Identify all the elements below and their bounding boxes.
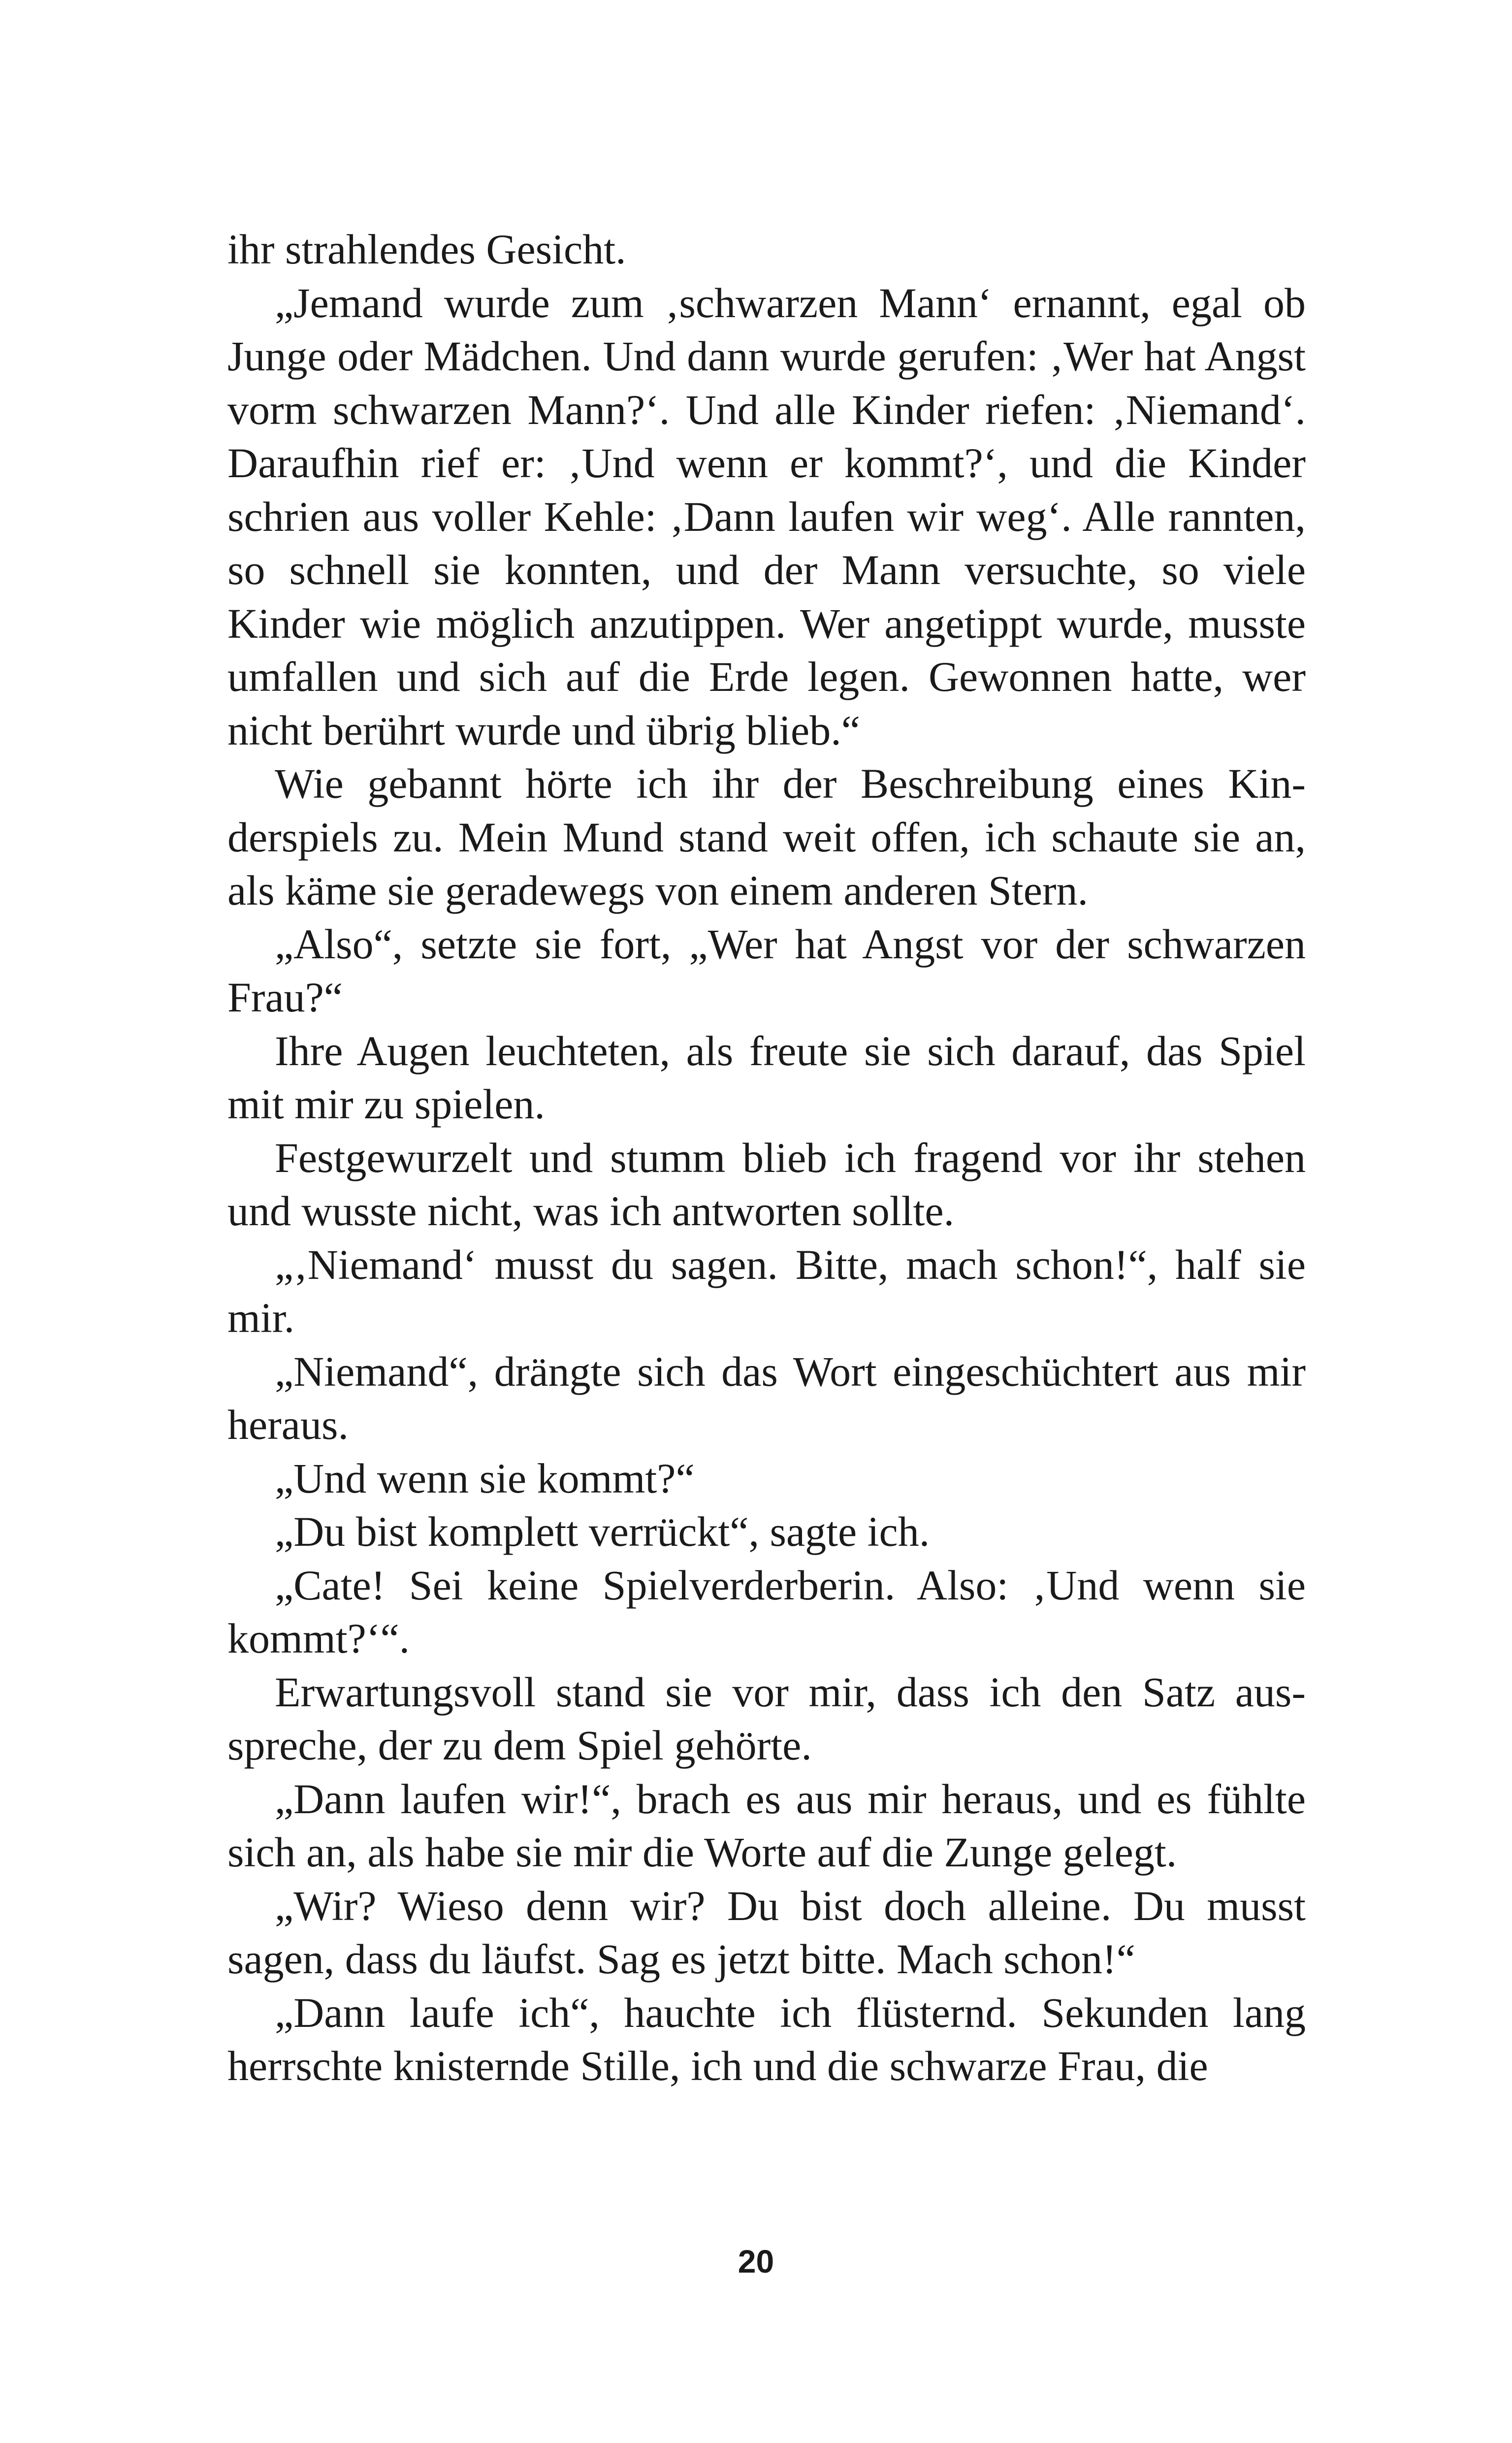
paragraph: Ihre Augen leuchteten, als freute sie sich darauf, das Spiel mit mir zu spielen. [227,1027,1306,1128]
paragraph: „Dann laufen wir!“, brach es aus mir heraus, und es fühlte sich an, als habe sie mir die Worte auf die Zunge gelegt. [227,1775,1306,1876]
body-text [227,223,1306,2093]
paragraph: „Und wenn sie kommt?“ [275,1454,695,1502]
paragraph: „Also“, setzte sie fort, „Wer hat Angst vor der schwarzen Frau?“ [227,920,1306,1021]
paragraph: „Du bist komplett verrückt“, sagte ich. [275,1508,930,1555]
paragraph: „Wir? Wieso denn wir? Du bist doch alleine. Du musst sagen, dass du läufst. Sag es jetzt bitte. Mach schon!“ [227,1882,1306,1983]
paragraph: „Cate! Sei keine Spielverderberin. Also: ‚Und wenn sie kommt?‘“. [227,1561,1306,1662]
paragraph: „Dann laufe ich“, hauchte ich flüsternd. Sekunden lang herrschte knisternde Stille, ich und die schwarze Frau, die [227,1988,1306,2089]
paragraph: Erwartungsvoll stand sie vor mir, dass ich den Satz ausspreche, der zu dem Spiel gehörte. [227,1668,1306,1769]
paragraph: ihr strahlendes Gesicht. [227,226,626,273]
paragraph: Festgewurzelt und stumm blieb ich fragend vor ihr stehen und wusste nicht, was ich antworten sollte. [227,1134,1306,1235]
paragraph: Wie gebannt hörte ich ihr der Beschreibung eines Kinderspiels zu. Mein Mund stand weit offen, ich schaute sie an, als käme sie geradewegs von einem anderen Stern. [227,760,1306,914]
paragraph: „Niemand“, drängte sich das Wort eingeschüchtert aus mir heraus. [227,1347,1306,1448]
page-number: 20 [738,2243,774,2280]
paragraph: „‚Niemand‘ musst du sagen. Bitte, mach schon!“, half sie mir. [227,1240,1306,1341]
paragraph: „Jemand wurde zum ‚schwarzen Mann‘ ernannt, egal ob Junge oder Mädchen. Und dann wurde gerufen: ‚Wer hat Angst vorm schwarzen Mann?‘. Und alle Kinder riefen: ‚Niemand‘. Daraufhin rief er: ‚Und wenn er kommt?‘, und die Kinder schrien aus voller Kehle: ‚Dann laufen wir weg‘. Alle rannten, so schnell sie konnten, und der Mann versuchte, so viele Kinder wie möglich anzutippen. Wer angetippt wurde, musste umfallen und sich auf die Erde legen. Gewonnen hatte, wer nicht berührt wurde und übrig blieb.“ [227,279,1306,754]
